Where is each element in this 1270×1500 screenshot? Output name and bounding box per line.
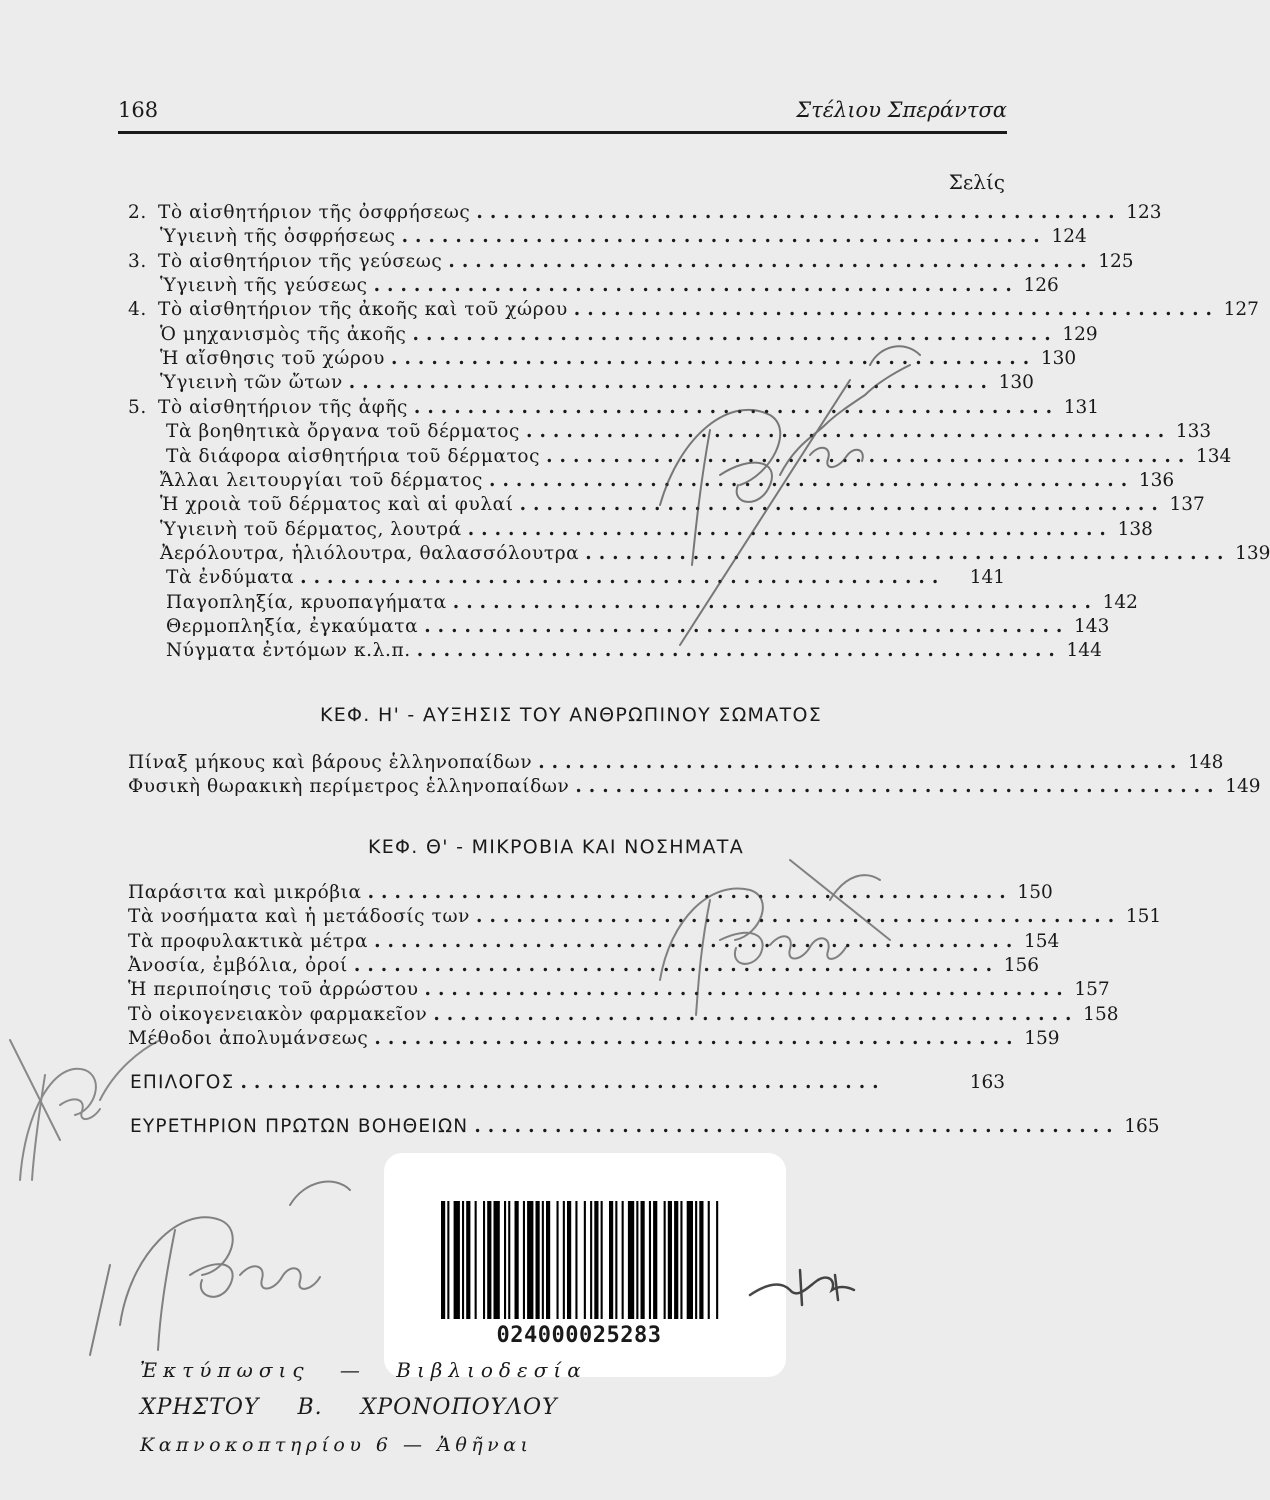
toc-entry-title: Θερμοπληξία, ἐγκαύματα — [166, 615, 419, 637]
barcode-bar — [536, 1201, 540, 1319]
dot-leader: ................................................ — [373, 275, 1019, 297]
toc-entry-page: 139 — [1235, 542, 1270, 564]
dot-leader: ................................................ — [476, 906, 1122, 928]
barcode-bar — [601, 1201, 603, 1319]
barcode-bar — [668, 1201, 672, 1319]
toc-entry-title: Ἀερόλουτρα, ἡλιόλουτρα, θαλασσόλουτρα — [160, 542, 580, 564]
toc-entry — [130, 615, 1110, 640]
author-name: Στέλιου Σπεράντσα — [796, 98, 1007, 122]
dot-leader: ................................................ — [467, 518, 1113, 540]
dot-leader: ................................................ — [489, 469, 1135, 491]
imprint-printer-surname: ΧΡΟΝΟΠΟΥΛΟΥ — [360, 1395, 558, 1420]
barcode-bar — [641, 1201, 645, 1319]
toc-entry — [130, 469, 1175, 494]
toc-entry — [128, 752, 1224, 776]
toc-entry — [130, 421, 1212, 445]
barcode-bar — [664, 1201, 666, 1319]
toc-entry-page: 138 — [1117, 518, 1153, 540]
barcode-bar — [494, 1201, 500, 1319]
toc-entry — [128, 954, 1040, 979]
toc-entry-page: 130 — [998, 372, 1034, 394]
barcode-bar — [584, 1201, 586, 1319]
toc-entry-page: 156 — [1003, 954, 1040, 976]
toc-entry-title: Ἀνοσία, ἐμβόλια, ὀροί — [128, 954, 348, 976]
dot-leader: ................................................ — [401, 226, 1047, 248]
dot-leader: ................................................ — [374, 930, 1020, 952]
toc-entry — [130, 542, 1270, 567]
toc-entry-title: Νύγματα ἐντόμων κ.λ.π. — [166, 640, 411, 662]
toc-entry-title: Τὰ διάφορα αἰσθητήρια τοῦ δέρματος — [166, 445, 541, 467]
barcode-bar — [546, 1201, 550, 1319]
toc-entry-title: Τὰ ἐνδύματα — [166, 567, 295, 589]
toc-entry-page: 150 — [1017, 882, 1053, 903]
toc-entry — [128, 1003, 1119, 1028]
toc-entry-page: 154 — [1023, 930, 1060, 952]
dot-leader: ................................................ — [367, 882, 1013, 903]
dot-leader: ................................................ — [374, 1027, 1020, 1049]
toc-entry-title: ΕΥΡΕΤΗΡΙΟΝ ΠΡΩΤΩΝ ΒΟΗΘΕΙΩΝ — [130, 1116, 469, 1137]
dot-leader: ................................................ — [546, 445, 1192, 467]
toc-entry-title: Ἡ αἴσθησις τοῦ χώρου — [160, 348, 386, 370]
toc-entry — [128, 882, 1053, 906]
toc-entry-page: 127 — [1223, 299, 1259, 321]
toc-entry-page: 142 — [1102, 591, 1138, 613]
barcode-bar — [466, 1201, 470, 1319]
barcode-bar — [716, 1201, 718, 1319]
barcode-bar — [557, 1201, 559, 1319]
barcode-bar — [563, 1201, 565, 1319]
toc-entry — [130, 494, 1205, 518]
barcode-bar — [636, 1201, 638, 1319]
barcode-bar — [475, 1201, 477, 1319]
toc-entry — [128, 1027, 1060, 1052]
dot-leader: ................................................ — [353, 954, 1000, 976]
dot-leader: ................................................ — [476, 202, 1122, 223]
toc-entry — [130, 348, 1077, 372]
barcode-number: 024000025283 — [496, 1323, 662, 1348]
toc-entry — [128, 979, 1110, 1003]
toc-entry-title: Πίναξ μήκους καὶ βάρους ἑλληνοπαίδων — [128, 752, 533, 773]
page-column-label: Σελίς — [948, 170, 1005, 194]
barcode-bar — [695, 1201, 697, 1319]
toc-entry-page: 159 — [1024, 1027, 1060, 1049]
toc-entry-page: 157 — [1074, 979, 1110, 1001]
barcode-sticker — [384, 1153, 786, 1377]
toc-entry-number: 2. — [128, 202, 147, 223]
barcode-bar — [653, 1201, 657, 1319]
imprint-dash: — — [339, 1358, 366, 1382]
imprint-line-2 — [140, 1395, 558, 1420]
toc-entry-number: 4. — [128, 299, 147, 321]
dot-leader: ................................................ — [433, 1003, 1079, 1025]
toc-entry — [130, 372, 1034, 396]
header-rule — [118, 131, 1007, 134]
dot-leader: ................................................ — [448, 250, 1094, 272]
page-number: 168 — [118, 98, 159, 122]
dot-leader: ................................................ — [575, 776, 1221, 797]
toc-entry-title: Ὁ μηχανισμὸς τῆς ἀκοῆς — [160, 323, 407, 345]
barcode-bars — [441, 1201, 717, 1319]
toc-entry-page: 126 — [1023, 275, 1059, 297]
chapter-heading-th: ΚΕΦ. Θ' - ΜΙΚΡΟΒΙΑ ΚΑΙ ΝΟΣΗΜΑΤΑ — [367, 836, 744, 858]
toc-entry — [128, 906, 1162, 930]
barcode-bar — [483, 1201, 485, 1319]
barcode-bar — [590, 1201, 592, 1319]
barcode-bar — [447, 1201, 449, 1319]
barcode-bar — [567, 1201, 571, 1319]
dot-leader: ................................................ — [452, 591, 1098, 613]
barcode-bar — [680, 1201, 682, 1319]
toc-entry-title: Ὑγιεινὴ τῶν ὤτων — [160, 372, 343, 394]
toc-entry — [130, 518, 1153, 543]
toc-entry-page: 148 — [1188, 752, 1224, 773]
toc-entry-title: Τὸ αἰσθητήριον τῆς ὀσφρήσεως — [158, 202, 471, 223]
imprint-binding: Βιβλιοδεσία — [396, 1358, 587, 1382]
toc-entry — [130, 640, 1102, 664]
toc-entry-page: 129 — [1062, 323, 1098, 345]
toc-entry-page: 149 — [1225, 776, 1261, 797]
toc-entry-page: 133 — [1175, 421, 1212, 443]
toc-entry-page: 134 — [1195, 445, 1232, 467]
barcode-bar — [515, 1201, 519, 1319]
toc-entry-title: Ἡ χροιὰ τοῦ δέρματος καὶ αἱ φυλαί — [160, 494, 514, 516]
toc-entry-title: Τὰ προφυλακτικὰ μέτρα — [128, 930, 369, 952]
dot-leader: ................................................ — [300, 567, 946, 589]
toc-entry-title: Μέθοδοι ἀπολυμάνσεως — [128, 1027, 369, 1049]
toc-entry-page: 141 — [969, 567, 1005, 589]
toc-entry-title: Τὸ αἰσθητήριον τῆς γεύσεως — [158, 250, 443, 272]
toc-entry-title: Ὑγιεινὴ τῆς ὀσφρήσεως — [160, 226, 396, 248]
toc-entry-page: 136 — [1138, 469, 1175, 491]
barcode-bar — [523, 1201, 525, 1319]
barcode-bar — [699, 1201, 703, 1319]
dot-leader: ................................................ — [391, 348, 1037, 370]
barcode-bar — [708, 1201, 710, 1319]
barcode-bar — [649, 1201, 651, 1319]
toc-entry — [128, 396, 1100, 421]
imprint-printing: Ἐκτύπωσις — [140, 1358, 310, 1382]
toc-entry-page: 151 — [1125, 906, 1162, 928]
toc-entry — [128, 250, 1134, 275]
toc-entry-page: 163 — [969, 1072, 1005, 1093]
toc-entry-title: Τὸ αἰσθητήριον τῆς ἁφῆς — [158, 396, 408, 418]
toc-entry-page: 125 — [1098, 250, 1134, 272]
barcode-bar — [575, 1201, 577, 1319]
toc-entry-title: Ἡ περιποίησις τοῦ ἀρρώστου — [128, 979, 419, 1001]
imprint-line-1 — [140, 1358, 587, 1382]
toc-entry-title: Φυσικὴ θωρακικὴ περίμετρος ἑλληνοπαίδων — [128, 776, 570, 797]
toc-entry — [130, 567, 1005, 591]
barcode-bar — [462, 1201, 464, 1319]
toc-entry — [128, 299, 1259, 323]
barcode-bar — [594, 1201, 598, 1319]
running-head — [118, 98, 1007, 122]
toc-entry-title: Ὑγιεινὴ τῆς γεύσεως — [160, 275, 368, 297]
toc-entry — [130, 445, 1232, 470]
barcode-bar — [674, 1201, 678, 1319]
dot-leader: ................................................ — [424, 979, 1070, 1001]
barcode-bar — [687, 1201, 693, 1319]
toc-entry — [130, 323, 1098, 348]
toc-entry-title: ΕΠΙΛΟΓΟΣ — [130, 1072, 235, 1093]
toc-entry — [128, 776, 1261, 800]
dot-leader: ................................................ — [519, 494, 1165, 516]
imprint-printer-initial: Β. — [297, 1395, 323, 1420]
toc-entry-title: Ἄλλαι λειτουργίαι τοῦ δέρματος — [160, 469, 483, 491]
barcode-bar — [628, 1201, 634, 1319]
toc-entry-number: 3. — [128, 250, 147, 272]
toc-entry-page: 123 — [1126, 202, 1162, 223]
toc-entry — [130, 226, 1087, 250]
dot-leader: ................................................ — [538, 752, 1184, 773]
barcode-bar — [615, 1201, 617, 1319]
toc-entry-page: 130 — [1040, 348, 1077, 370]
dot-leader: ................................................ — [526, 421, 1172, 443]
toc-entry-title: Τὸ αἰσθητήριον τῆς ἀκοῆς καὶ τοῦ χώρου — [158, 299, 568, 321]
barcode-bar — [527, 1201, 533, 1319]
toc-entry-page: 137 — [1169, 494, 1205, 516]
barcode-bar — [504, 1201, 506, 1319]
toc-entry-page: 144 — [1066, 640, 1102, 662]
toc-entry-title: Παράσιτα καὶ μικρόβια — [128, 882, 362, 903]
toc-entry-page: 165 — [1124, 1116, 1160, 1137]
toc-entry — [128, 930, 1060, 955]
dot-leader: ................................................ — [412, 323, 1058, 345]
barcode-bar — [487, 1201, 491, 1319]
imprint-printer-first: ΧΡΗΣΤΟΥ — [140, 1395, 260, 1420]
toc-entry-title: Τὸ οἰκογενειακὸν φαρμακεῖον — [128, 1003, 428, 1025]
dot-leader: ................................................ — [474, 1116, 1120, 1137]
toc-entry-page: 124 — [1051, 226, 1087, 248]
toc-entry-title: Τὰ νοσήματα καὶ ἡ μετάδοσίς των — [128, 906, 470, 928]
barcode-bar — [622, 1201, 624, 1319]
dot-leader: ................................................ — [573, 299, 1219, 321]
signature-stamp — [90, 1165, 380, 1365]
barcode-bar — [609, 1201, 613, 1319]
dot-leader: ................................................ — [585, 542, 1231, 564]
barcode-bar — [508, 1201, 510, 1319]
toc-entry-title: Παγοπληξία, κρυοπαγήματα — [166, 591, 447, 613]
toc-entry-page: 143 — [1074, 615, 1110, 637]
barcode-bar — [542, 1201, 544, 1319]
dot-leader: ................................................ — [424, 615, 1070, 637]
barcode-bar — [441, 1201, 445, 1319]
dot-leader: ................................................ — [413, 396, 1060, 418]
chapter-heading-h: ΚΕΦ. Η' - ΑΥΞΗΣΙΣ ΤΟΥ ΑΝΘΡΩΠΙΝΟΥ ΣΩΜΑΤΟΣ — [319, 704, 823, 726]
toc-entry-page: 131 — [1063, 396, 1100, 418]
toc-entry-page: 158 — [1083, 1003, 1119, 1025]
barcode-bar — [454, 1201, 460, 1319]
toc-entry — [128, 202, 1162, 226]
toc-entry-number: 5. — [128, 396, 147, 418]
dot-leader: ................................................ — [348, 372, 994, 394]
toc-entry — [130, 275, 1059, 299]
toc-entry — [130, 591, 1138, 616]
dot-leader: ................................................ — [416, 640, 1062, 662]
toc-entry-title: Τὰ βοηθητικὰ ὄργανα τοῦ δέρματος — [166, 421, 521, 443]
toc-entry — [130, 1072, 1005, 1096]
toc-entry-title: Ὑγιεινὴ τοῦ δέρματος, λουτρά — [160, 518, 462, 540]
imprint-address: Καπνοκοπτηρίου 6 — Ἀθῆναι — [140, 1434, 533, 1456]
dot-leader: ................................................ — [240, 1072, 886, 1093]
toc-entry — [130, 1116, 1160, 1140]
